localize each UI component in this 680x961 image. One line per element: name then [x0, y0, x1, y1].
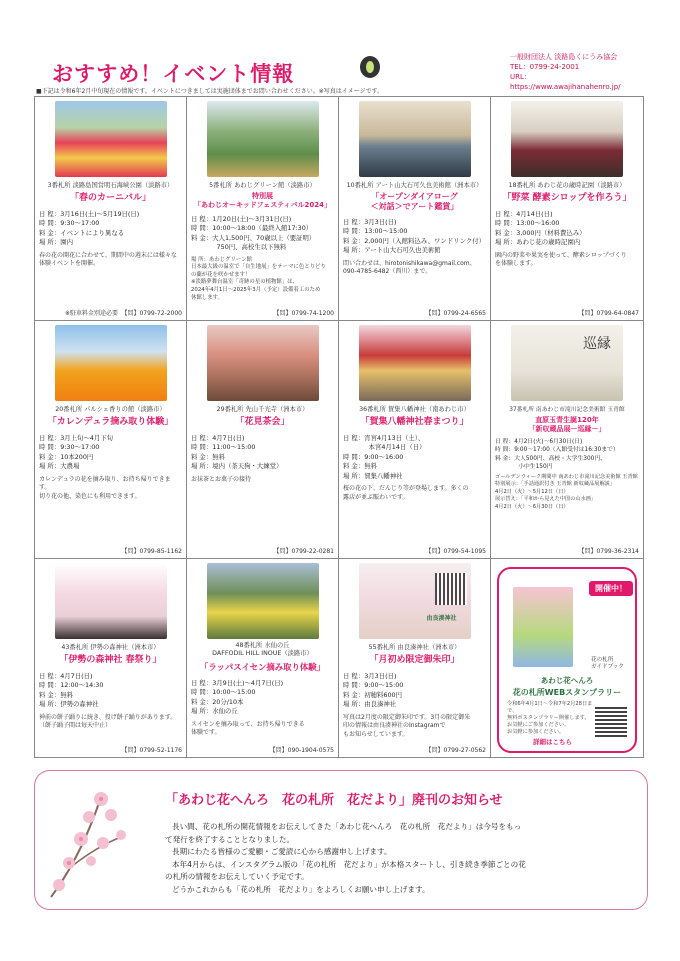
- event-card: [35, 97, 187, 320]
- desc-line: 4月2日（火）～6月30日（日）: [495, 504, 569, 510]
- event-description: [191, 476, 334, 485]
- book-cover-text: 巡縁: [583, 336, 611, 352]
- details-link[interactable]: 詳細はこちら: [533, 738, 572, 746]
- event-phone: 【問】0799-22-0281: [273, 548, 334, 555]
- event-place: 場 所：境内（茶天狗・大練堂）: [191, 462, 283, 471]
- event-card: [187, 559, 339, 757]
- event-date: 日 程：4月7日(日): [191, 434, 245, 442]
- event-time: 時 間：10:00～15:00: [191, 688, 256, 697]
- event-phone: 【問】0799-72-2000: [121, 310, 182, 317]
- daffodil-field-photo: [207, 563, 319, 639]
- event-phone: 【問】0799-85-1162: [121, 548, 182, 555]
- event-place: 場 所：大農場: [39, 462, 80, 471]
- event-details: [191, 679, 334, 717]
- promo-card: [497, 567, 637, 753]
- event-title: 「野菜 酵素シロップを作ろう」: [502, 193, 632, 203]
- event-title-line: ＜対話＞でアート鑑賞」: [370, 202, 459, 211]
- event-details: [495, 210, 639, 248]
- desc-line: （餅子踊子間は毎天中止）: [39, 722, 112, 730]
- event-time: 時 間：10:00～18:00（最終入館17:30）: [191, 224, 313, 233]
- event-row: [35, 559, 643, 757]
- event-description: [39, 714, 182, 731]
- event-title: [495, 416, 639, 434]
- event-title: 「伊勢の森神社 春祭り」: [59, 655, 162, 665]
- event-location: 43番札所 伊勢の森神社（洲本市）: [61, 644, 160, 651]
- event-place: 場 所：あわじ花の歳時記園内: [495, 238, 581, 247]
- calendula-field-photo: [55, 325, 167, 401]
- event-location: 3番札所 淡路島国営明石海峡公園（淡路市）: [47, 182, 174, 189]
- tulip-field-photo: [55, 101, 167, 177]
- event-title: [191, 192, 334, 210]
- desc-line: 印の情報は由良湊神社のInstagramで: [343, 722, 446, 730]
- event-date: 日 程：3月3日(日): [343, 218, 397, 226]
- desc-line: 2024年4月1日～2025年3月（予定）設備着工のため: [191, 287, 321, 293]
- event-title-line: 「オープンダイアローグ: [371, 192, 458, 201]
- goshuin-stamp-photo: [359, 563, 471, 639]
- promo-line: お気軽に参加ください。: [507, 729, 565, 735]
- desc-line: 場 所：あわじグリーン館: [191, 256, 252, 263]
- desc-line: ※淡路夢舞台温室「奇跡の星の植物館」は、: [191, 279, 298, 286]
- event-date: 日 程：3月9日(土)～4月7日(日): [191, 679, 284, 687]
- flower-logo-icon: [360, 56, 380, 78]
- event-details: [39, 672, 182, 710]
- event-description: [495, 474, 639, 512]
- page-header: [30, 52, 660, 102]
- event-location: 18番札所 あわじ花の歳時記園（淡路市）: [508, 182, 626, 189]
- notice-title: 「あわじ花へんろ 花の札所 花だより」廃刊のお知らせ: [165, 793, 503, 808]
- event-details: [39, 434, 182, 472]
- event-title-line: 直原玉青生誕120年: [535, 416, 599, 424]
- event-description: [343, 485, 486, 502]
- desc-line: 090-4785-6482（西川）まで。: [343, 268, 432, 276]
- desc-line: を体験します。: [495, 260, 537, 268]
- notice-line: 本年4月からは、インスタグラム版の「花の札所 花だより」が本格スタートし、引き続き季節ごとの花: [172, 859, 526, 869]
- event-location: 10番札所 アート山大石可久也美術館（洲本市）: [346, 182, 483, 189]
- caption-line: 花の札所: [591, 657, 614, 663]
- event-time: 時 間：9:00～15:00: [343, 681, 404, 690]
- event-title: 「賀集八幡神社春まつり」: [360, 417, 469, 427]
- org-tel: TEL：0799-24-2001: [510, 63, 580, 71]
- desc-line: スイセンを摘み取って、お持ち帰りできる: [191, 720, 305, 728]
- desc-line: 春の花の開花に合わせて、期間中の週末には様々な: [39, 251, 177, 259]
- desc-line: お抹茶とお菓子の接待: [191, 475, 252, 483]
- event-fee: 料 金：10本200円: [39, 452, 94, 461]
- event-title-line: 特別展: [252, 192, 273, 200]
- event-title: 「月初め限定御朱印」: [369, 655, 460, 665]
- event-details: [191, 215, 334, 253]
- desc-line: 問い合わせは、hirotonishikawa@gmail.com、: [343, 259, 476, 267]
- event-card: [339, 559, 491, 757]
- exhibition-book-photo: [511, 325, 623, 401]
- event-fee: 料 金：大人1,500円、70歳以上（要証明）: [191, 233, 316, 242]
- event-phone: 【問】090-1904-0575: [269, 747, 334, 754]
- event-place: 場 所：由良湊神社: [343, 700, 397, 709]
- event-phone: 【問】0799-74-1200: [273, 310, 334, 317]
- event-description: [191, 257, 334, 303]
- event-fee: 料 金：無料: [343, 462, 377, 471]
- desc-line: 園内の野菜や果実を使って、酵素シロップづくり: [495, 251, 627, 259]
- promo-title: あわじ花へんろ: [540, 676, 594, 685]
- event-fee-line: 750円、高校生以下無料: [191, 243, 287, 252]
- event-row: [35, 321, 643, 559]
- event-card: [491, 97, 643, 320]
- notice-body: [165, 821, 635, 896]
- cherry-blossom-icon: [41, 777, 131, 907]
- promo-line: お気軽にご参加ください。: [507, 722, 570, 728]
- desc-line: 写真は2月度の限定御朱印です。3月の限定御朱: [343, 713, 471, 721]
- event-date: 日 程：3月上旬～4月下旬: [39, 434, 114, 442]
- guidebook-caption: [591, 657, 624, 671]
- event-location: 29番札所 先山千光寺（洲本市）: [216, 406, 309, 413]
- event-place: 場 所：伊勢の森神社: [39, 700, 99, 709]
- festival-float-photo: [359, 325, 471, 401]
- event-place: 場 所：水仙の丘: [191, 707, 238, 716]
- event-description: [39, 252, 182, 269]
- event-fee: 料 金：20分/10本: [191, 697, 244, 706]
- monkey-blossom-photo: [55, 563, 167, 639]
- desc-line: 展示替え：「平和から見えた中国の山水画」: [495, 496, 597, 503]
- stamp-rally-promo: [491, 559, 643, 757]
- org-url[interactable]: https://www.awajihanahenro.jp/: [510, 83, 621, 91]
- event-time: 時 間：13:00～15:00: [343, 227, 408, 236]
- event-card: [339, 97, 491, 320]
- event-time: 時 間：9:00～16:00: [343, 452, 404, 461]
- desc-line: カレンデュラの花を摘み取り、お持ち帰りできます。: [39, 475, 171, 492]
- event-description: [191, 721, 334, 738]
- desc-line: 日本最大級の温室で「自生地展」をテーマに色とりどり: [191, 264, 326, 271]
- desc-line: もお知らせしています。: [343, 730, 409, 738]
- event-card: [187, 321, 339, 558]
- event-place: 場 所：賀集八幡神社: [343, 471, 403, 480]
- organization-info: [510, 52, 621, 92]
- event-description: [343, 714, 486, 740]
- event-details: [39, 210, 182, 248]
- notice-line: 長期にわたる皆様のご愛顧・ご愛読に心から感謝申し上げます。: [172, 847, 392, 856]
- promo-text: [507, 701, 593, 736]
- guidebook-image: [513, 587, 573, 667]
- event-phone: 【問】0799-24-6565: [425, 310, 486, 317]
- greenhouse-photo: [207, 101, 319, 177]
- event-card: [491, 321, 643, 558]
- event-title: [343, 192, 486, 212]
- location-line: 48番札所 水仙の丘: [235, 642, 290, 649]
- event-place: 場 所：園内: [39, 238, 73, 247]
- event-location: 36番札所 賀集八幡神社（南あわじ市）: [359, 406, 470, 413]
- gallery-photo: [359, 101, 471, 177]
- event-card: [339, 321, 491, 558]
- event-fee: 料 金：無料: [191, 452, 225, 461]
- desc-line: 桜の花の下、だんじり等が登場します。多くの: [343, 485, 469, 493]
- promo-line: 無料ポスタンプラリー開催します。: [507, 715, 590, 721]
- caption-line: ガイドブック: [591, 664, 624, 670]
- event-title-line: 「あわじオーキッドフェスティバル2024」: [193, 201, 332, 209]
- discontinuation-notice: [34, 770, 648, 910]
- event-date: 日 程：宵宮4月13日（土）、: [343, 434, 425, 442]
- desc-line: 神前の餅子踊りに続き、投げ餅子踊りがあります。: [39, 713, 177, 721]
- event-card: [35, 559, 187, 757]
- notice-line: 長い間、花の札所の開花情報をお伝えしてきた「あわじ花へんろ 花の札所 花だより」は今号をもっ: [172, 822, 522, 831]
- promo-line: 令和6年4月1日～令和7年2月28日まで、: [507, 701, 593, 714]
- event-phone: 【問】0799-54-1095: [425, 548, 486, 555]
- event-title-line: 「新収蔵品展－巡縁－」: [528, 425, 606, 433]
- event-details: [343, 672, 486, 710]
- syrup-jar-photo: [511, 101, 623, 177]
- org-url-label: URL：: [510, 73, 531, 81]
- desc-line: 露店が並ぶ賑わいです。: [343, 493, 409, 501]
- event-date: 日 程：3月16日(土)～5月19日(日): [39, 210, 140, 218]
- notice-text: ■下記は令和6年2月中旬現在の情報です。イベントにつきましては実施団体までお問い合わせください。※写真はイメージです。: [36, 88, 384, 95]
- event-time: 時 間：9:30～17:00: [39, 443, 100, 452]
- event-fee-line: 小中生150円: [495, 464, 553, 471]
- event-note: ※駐車料金別途必要: [65, 310, 119, 317]
- instagram-qr-icon[interactable]: [435, 573, 467, 605]
- event-time: 時 間：13:00～16:00: [495, 219, 560, 228]
- event-fee: 料 金：3,000円（材料費込み）: [495, 228, 586, 237]
- promo-subtitle: 花の札所WEBスタンプラリー: [512, 688, 622, 697]
- event-location: 55番札所 由良湊神社（洲本市）: [368, 644, 461, 651]
- notice-line: て発行を終了することとなりました。: [165, 834, 295, 844]
- stamp-rally-qr-icon[interactable]: [595, 705, 627, 737]
- desc-line: の蘭が花を咲かせます！: [191, 271, 251, 278]
- event-time: 時 間：9:30～17:00: [39, 219, 100, 228]
- event-phone: 【問】0799-27-0562: [425, 747, 486, 754]
- event-time: 時 間：9:00～17:00（入館受付は16:30まで）: [495, 447, 619, 454]
- event-location: [191, 642, 334, 658]
- event-date: 日 程：3月3日(日): [343, 672, 397, 680]
- event-title: 「カレンデュラ摘み取り体験」: [47, 417, 174, 427]
- event-title: 「花見茶会」: [235, 417, 290, 427]
- event-description: [39, 476, 182, 502]
- notice-line: どうかこれからも「花の札所 花だより」をよろしくお願い申し上げます。: [172, 884, 430, 894]
- tea-ceremony-photo: [207, 325, 319, 401]
- org-name: 一般財団法人 淡路島くにうみ協会: [510, 53, 618, 61]
- event-phone: 【問】0799-36-2314: [578, 548, 639, 555]
- event-card: [35, 321, 187, 558]
- desc-line: 体験です。: [191, 729, 221, 737]
- event-date: 日 程：4月14日(日): [495, 210, 553, 218]
- event-details: [495, 438, 639, 472]
- page-title: おすすめ！イベント情報: [52, 62, 295, 86]
- event-date-line: 本宮4月14日（日）: [343, 443, 426, 452]
- event-place: 場 所：アート山大石可久也美術館: [343, 246, 441, 255]
- event-location: 5番札所 あわじグリーン館（淡路市）: [209, 182, 316, 189]
- event-time: 時 間：11:00～15:00: [191, 443, 256, 452]
- desc-line: 切り花の他、染色にも利用できます。: [39, 492, 141, 500]
- event-fee: 料 金：無料: [39, 690, 73, 699]
- desc-line: 特別展示：「手話通訳付き 玉青館 新収蔵品展解説」: [495, 481, 616, 488]
- shrine-instagram-label: 由良湊神社: [426, 615, 457, 622]
- event-grid: [34, 96, 644, 758]
- event-fee: 料 金：イベントにより異なる: [39, 228, 125, 237]
- promo-flag: 開催中！: [589, 581, 633, 596]
- desc-line: ゴールデンウィーク期間中 南あわじ市滝川記念美術館 玉青館: [495, 473, 638, 480]
- desc-line: 休館します。: [191, 294, 223, 301]
- event-description: [343, 260, 486, 277]
- event-phone: 【問】0799-64-0847: [578, 310, 639, 317]
- desc-line: 4月2日（火）～5月12日（日）: [495, 488, 569, 495]
- event-phone: 【問】0799-52-1176: [121, 747, 182, 754]
- event-row: [35, 97, 643, 321]
- event-location: 20番札所 パルシェ香りの館（淡路市）: [55, 406, 166, 413]
- event-fee: 料 金：初穂料600円: [343, 690, 402, 699]
- event-fee: 料 金：2,000円（入館料込み、ワンドリンク付）: [343, 236, 486, 245]
- event-title: 「春のカーニバル」: [69, 193, 151, 203]
- location-line: DAFFODIL HILL INOUE（淡路市）: [212, 650, 313, 657]
- event-date: 日 程：4月7日(日): [39, 672, 93, 680]
- desc-line: 体験イベントを開催。: [39, 260, 100, 268]
- event-details: [343, 218, 486, 256]
- event-details: [191, 434, 334, 472]
- event-time: 時 間：12:00～14:30: [39, 681, 104, 690]
- event-date: 日 程：4月2日(火)～6月30日(日): [495, 439, 583, 445]
- event-details: [343, 434, 486, 481]
- event-fee: 料 金：大人500円、高校・大学生300円、: [495, 455, 606, 462]
- notice-line: の札所の情報をお伝えしていく予定です。: [165, 872, 309, 881]
- event-date: 日 程：1月20日(土)～3月31日(日): [191, 215, 292, 223]
- event-title: 「ラッパスイセン摘み取り体験」: [199, 662, 326, 672]
- event-location: 37番札所 南あわじ市滝川記念美術館 玉青館: [509, 407, 625, 413]
- event-description: [495, 252, 639, 269]
- event-card: [187, 97, 339, 320]
